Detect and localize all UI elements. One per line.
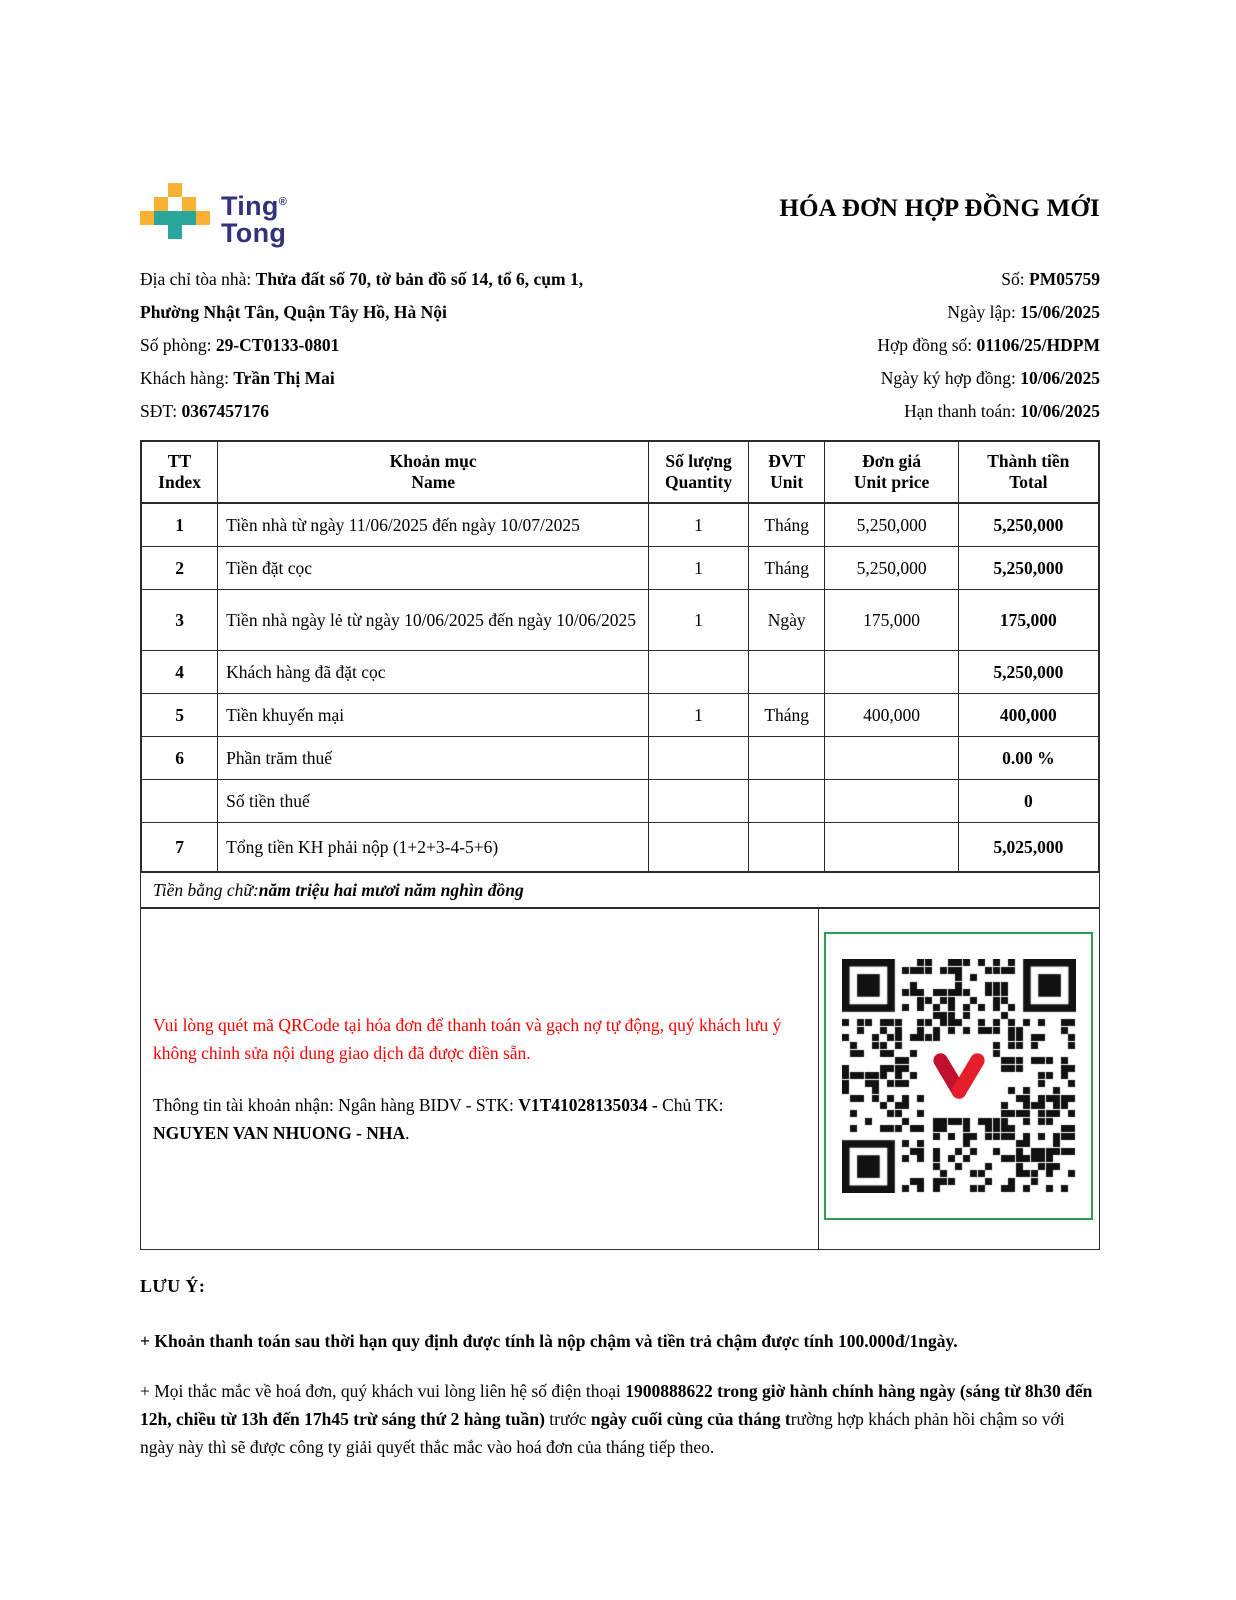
cell-unit: Ngày — [748, 590, 825, 651]
room-label: Số phòng: — [140, 335, 216, 355]
due-date-line — [877, 395, 1100, 428]
table-header-row — [141, 441, 1099, 503]
hotline-number: 1900888622 trong giờ hành chính hàng ngày (sáng từ 8h30 đến 12h, chiều từ 13h đến 17h45 trừ sáng thứ 2 hàng tuần) — [140, 1381, 1093, 1429]
cell-unit — [748, 823, 825, 873]
header-unit-price — [825, 441, 958, 503]
sign-date-line — [877, 362, 1100, 395]
qr-cell — [819, 909, 1099, 1249]
cell-qty: 1 — [649, 503, 749, 547]
cell-unit-price — [825, 780, 958, 823]
header-total-en: Total — [1009, 472, 1048, 492]
cell-qty — [649, 737, 749, 780]
address-value-2: Phường Nhật Tân, Quận Tây Hồ, Hà Nội — [140, 302, 447, 322]
room-value: 29-CT0133-0801 — [215, 335, 340, 355]
cell-name: Tiền nhà ngày lẻ từ ngày 10/06/2025 đến ngày 10/06/2025 — [218, 590, 649, 651]
cell-qty — [649, 651, 749, 694]
header-name-vi: Khoản mục — [389, 451, 477, 471]
header-name — [218, 441, 649, 503]
address-label: Địa chỉ tòa nhà: — [140, 269, 256, 289]
cell-qty: 1 — [649, 590, 749, 651]
customer-label: Khách hàng: — [140, 368, 234, 388]
header-total — [958, 441, 1099, 503]
vnpay-v-icon — [930, 1047, 988, 1105]
cell-name: Số tiền thuế — [218, 780, 649, 823]
note-hotline — [140, 1377, 1100, 1461]
cell-total: 5,025,000 — [958, 823, 1099, 873]
cell-index: 2 — [141, 547, 218, 590]
sign-date-label: Ngày ký hợp đồng: — [880, 368, 1021, 388]
qr-wrap — [842, 959, 1076, 1193]
logo-pixel — [140, 211, 154, 225]
cell-unit: Tháng — [748, 694, 825, 737]
header-quantity-en: Quantity — [664, 472, 733, 492]
room-line — [140, 329, 583, 362]
page-title: HÓA ĐƠN HỢP ĐỒNG MỚI — [779, 195, 1100, 222]
phone-value: 0367457176 — [181, 401, 269, 421]
phone-label: SĐT: — [140, 401, 182, 421]
address-line-1 — [140, 263, 583, 296]
cell-total: 5,250,000 — [958, 651, 1099, 694]
header-index-en: Index — [158, 472, 201, 492]
logo-word-1: Ting — [221, 191, 279, 221]
cell-unit — [748, 780, 825, 823]
table-row — [141, 694, 1099, 737]
cell-index: 3 — [141, 590, 218, 651]
invoice-info-right — [877, 263, 1100, 428]
account-info-part: Thông tin tài khoản nhận: Ngân hàng BIDV - STK: — [153, 1095, 519, 1115]
logo-pixel — [168, 225, 182, 239]
cell-index — [141, 780, 218, 823]
logo-pixel — [154, 197, 168, 211]
cell-index: 1 — [141, 503, 218, 547]
invoice-number-value: PM05759 — [1029, 269, 1100, 289]
due-date-value: 10/06/2025 — [1020, 401, 1100, 421]
payment-section — [140, 907, 1100, 1250]
header — [140, 183, 1100, 247]
logo-word-2: Tong — [221, 218, 287, 248]
cell-unit: Tháng — [748, 547, 825, 590]
cell-unit-price — [825, 651, 958, 694]
table-row — [141, 590, 1099, 651]
tingtong-logo — [140, 183, 287, 247]
header-total-vi: Thành tiền — [987, 451, 1070, 471]
cell-total: 0 — [958, 780, 1099, 823]
header-unit-vi: ĐVT — [768, 451, 806, 471]
cell-unit-price — [825, 737, 958, 780]
account-info-part: Chủ TK: — [662, 1095, 724, 1115]
cell-unit — [748, 651, 825, 694]
cell-unit-price: 175,000 — [825, 590, 958, 651]
tingtong-logo-text — [221, 189, 287, 247]
cell-unit — [748, 737, 825, 780]
cell-name: Phần trăm thuế — [218, 737, 649, 780]
registered-mark: ® — [278, 196, 288, 208]
cell-name: Khách hàng đã đặt cọc — [218, 651, 649, 694]
account-number: V1T41028135034 - — [518, 1095, 663, 1115]
invoice-info — [140, 263, 1100, 428]
table-row — [141, 737, 1099, 780]
note-hotline-part: rường hợp khách phản hồi chậm so với ngày này thì sẽ được công ty giải quyết thắc mắc vào hoá đơn của tháng tiếp theo. — [140, 1409, 1065, 1457]
cell-qty — [649, 823, 749, 873]
cell-unit-price — [825, 823, 958, 873]
table-row — [141, 780, 1099, 823]
cell-total: 0.00 % — [958, 737, 1099, 780]
header-index-vi: TT — [167, 451, 192, 471]
cell-index: 5 — [141, 694, 218, 737]
issue-date-label: Ngày lập: — [947, 302, 1021, 322]
cell-unit-price: 400,000 — [825, 694, 958, 737]
cell-index: 6 — [141, 737, 218, 780]
cell-qty — [649, 780, 749, 823]
invoice-number-line — [877, 263, 1100, 296]
issue-date-value: 15/06/2025 — [1020, 302, 1100, 322]
qr-frame — [824, 932, 1093, 1220]
header-quantity-vi: Số lượng — [665, 451, 732, 471]
cell-qty: 1 — [649, 547, 749, 590]
logo-pixel — [168, 183, 182, 197]
table-row — [141, 651, 1099, 694]
cell-total: 5,250,000 — [958, 503, 1099, 547]
header-unit-price-vi: Đơn giá — [862, 451, 921, 471]
account-info-text — [153, 1091, 798, 1147]
tingtong-logo-icon — [140, 183, 210, 239]
table-row — [141, 823, 1099, 873]
header-quantity — [649, 441, 749, 503]
amount-in-words-label: Tiền bằng chữ: — [153, 879, 259, 900]
cell-total: 5,250,000 — [958, 547, 1099, 590]
cell-qty: 1 — [649, 694, 749, 737]
cell-unit-price: 5,250,000 — [825, 547, 958, 590]
address-value-1: Thửa đất số 70, tờ bản đồ số 14, tổ 6, cụm 1, — [255, 269, 584, 289]
logo-pixel — [182, 197, 196, 211]
issue-date-line — [877, 296, 1100, 329]
customer-value: Trần Thị Mai — [233, 368, 335, 388]
cell-unit-price: 5,250,000 — [825, 503, 958, 547]
items-table — [140, 440, 1100, 873]
invoice-number-label: Số: — [1001, 269, 1030, 289]
sign-date-value: 10/06/2025 — [1020, 368, 1100, 388]
header-unit-en: Unit — [770, 472, 804, 492]
header-index — [141, 441, 218, 503]
contract-no-line — [877, 329, 1100, 362]
cell-total: 175,000 — [958, 590, 1099, 651]
note-hotline-part: trước — [544, 1409, 591, 1429]
table-row — [141, 503, 1099, 547]
phone-line — [140, 395, 583, 428]
cell-name: Tiền đặt cọc — [218, 547, 649, 590]
cell-unit: Tháng — [748, 503, 825, 547]
cell-index: 4 — [141, 651, 218, 694]
qr-warning-text: Vui lòng quét mã QRCode tại hóa đơn để thanh toán và gạch nợ tự động, quý khách lưu ý không chỉnh sửa nội dung giao dịch đã được điền sẵn. — [153, 1015, 782, 1063]
due-date-label: Hạn thanh toán: — [904, 401, 1021, 421]
header-name-en: Name — [411, 472, 456, 492]
header-unit — [748, 441, 825, 503]
invoice-info-left — [140, 263, 583, 428]
account-holder-name: NGUYEN VAN NHUONG - NHA — [153, 1123, 406, 1143]
cell-name: Tổng tiền KH phải nộp (1+2+3-4-5+6) — [218, 823, 649, 873]
note-hotline-part: + Mọi thắc mắc về hoá đơn, quý khách vui lòng liên hệ số điện thoại — [140, 1381, 626, 1401]
cell-index: 7 — [141, 823, 218, 873]
address-line-2 — [140, 296, 583, 329]
amount-in-words — [140, 873, 1100, 907]
notes-heading: LƯU Ý: — [140, 1276, 206, 1296]
table-row — [141, 547, 1099, 590]
account-info-part: . — [405, 1123, 410, 1143]
cell-name: Tiền nhà từ ngày 11/06/2025 đến ngày 10/07/2025 — [218, 503, 649, 547]
cell-name: Tiền khuyến mại — [218, 694, 649, 737]
note-late-payment: + Khoản thanh toán sau thời hạn quy định được tính là nộp chậm và tiền trả chậm được tính 100.000đ/1ngày. — [140, 1331, 958, 1351]
payment-instructions — [141, 909, 819, 1249]
contract-no-label: Hợp đồng số: — [877, 335, 977, 355]
header-unit-price-en: Unit price — [853, 472, 930, 492]
logo-pixel — [196, 211, 210, 225]
cell-total: 400,000 — [958, 694, 1099, 737]
customer-line — [140, 362, 583, 395]
contract-no-value: 01106/25/HDPM — [976, 335, 1100, 355]
note-hotline-part: ngày cuối cùng của tháng t — [590, 1409, 791, 1429]
amount-in-words-value: năm triệu hai mươi năm nghìn đồng — [258, 879, 524, 900]
logo-pixel — [154, 211, 196, 225]
